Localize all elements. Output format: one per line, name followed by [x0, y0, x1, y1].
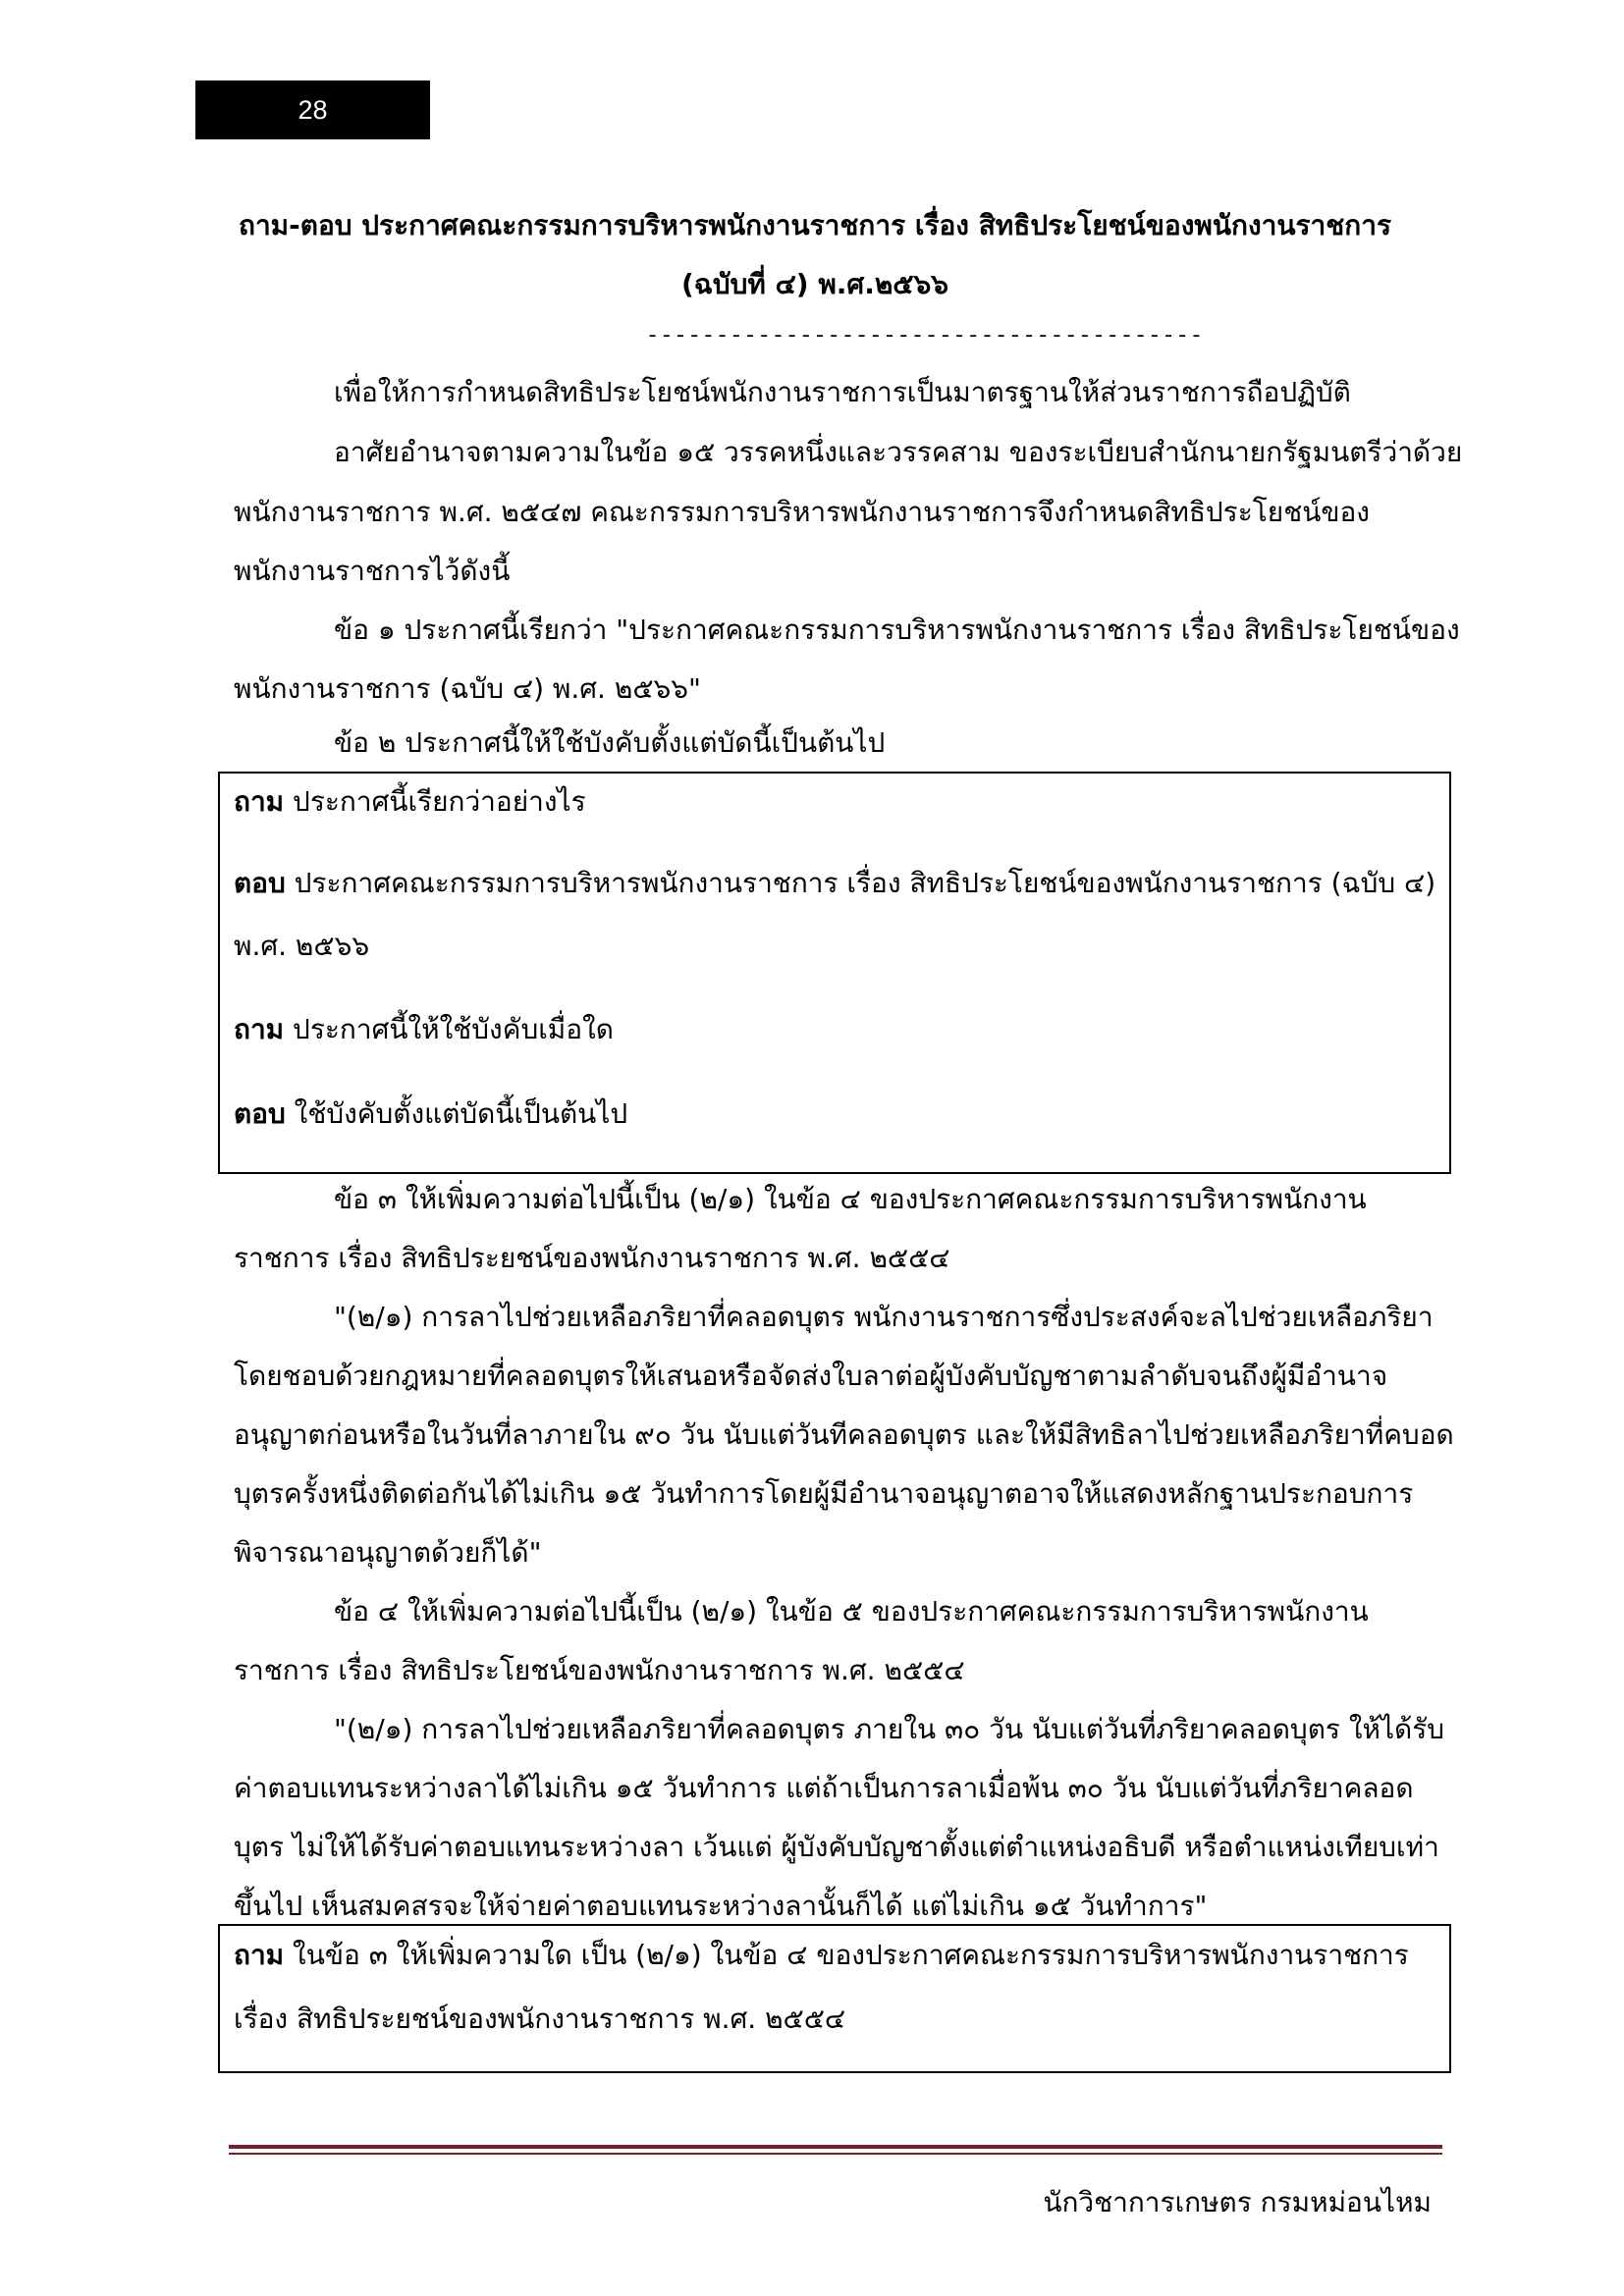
answer-text: ประกาศคณะกรรมการบริหารพนักงานราชการ เรื่อง สิทธิประโยชน์ของพนักงานราชการ (ฉบับ ๔) — [285, 867, 1436, 899]
question-text: ในข้อ ๓ ให้เพิ่มความใด เป็น (๒/๑) ในข้อ ๔ ของประกาศคณะกรรมการบริหารพนักงานราชการ — [284, 1939, 1409, 1971]
question-text-cont: เรื่อง สิทธิประยชน์ของพนักงานราชการ พ.ศ. ๒๕๕๔ — [234, 2002, 846, 2035]
clause-3-line: ราชการ เรื่อง สิทธิประยชน์ของพนักงานราชการ พ.ศ. ๒๕๕๔ — [234, 1242, 950, 1274]
footer-rule — [229, 2145, 1442, 2149]
qa-question — [234, 1939, 1409, 1972]
qa-answer — [234, 867, 1435, 900]
question-label: ถาม — [234, 1013, 285, 1045]
clause-4-line: ราชการ เรื่อง สิทธิประโยชน์ของพนักงานราชการ พ.ศ. ๒๕๕๔ — [234, 1654, 965, 1686]
title-divider: ---------------------------------------- — [646, 324, 1205, 348]
answer-label: ตอบ — [234, 1097, 286, 1130]
clause-4-line: ขึ้นไป เห็นสมคสรจะให้จ่ายค่าตอบแทนระหว่างลานั้นก็ได้ แต่ไม่เกิน ๑๕ วันทำการ" — [234, 1890, 1208, 1922]
qa-question — [234, 785, 586, 819]
question-label: ถาม — [234, 785, 285, 818]
clause-4-line: บุตร ไม่ให้ได้รับค่าตอบแทนระหว่างลา เว้นแต่ ผู้บังคับบัญชาตั้งแต่ตำแหน่งอธิบดี หรือตำแหน่งเทียบเท่า — [234, 1831, 1439, 1863]
clause-3-line: บุตรครั้งหนึ่งติดต่อกันได้ไม่เกิน ๑๕ วันทำการโดยผู้มีอำนาจอนุญาตอาจให้แสดงหลักฐานประกอบการ — [234, 1477, 1414, 1510]
clause-3-line: อนุญาตก่อนหรือในวันที่ลาภายใน ๙๐ วัน นับแต่วันทีคลอดบุตร และให้มีสิทธิลาไปช่วยเหลือภริยาที่คบอด — [234, 1418, 1454, 1451]
document-title-line-2: (ฉบับที่ ๔) พ.ศ.๒๕๖๖ — [680, 268, 949, 300]
clause-1-line: ข้อ ๑ ประกาศนี้เรียกว่า "ประกาศคณะกรรมการบริหารพนักงานราชการ เรื่อง สิทธิประโยชน์ของ — [334, 614, 1460, 646]
intro-line: เพื่อให้การกำหนดสิทธิประโยชน์พนักงานราชการเป็นมาตรฐานให้ส่วนราชการถือปฏิบัติ — [334, 376, 1351, 408]
clause-3-line: โดยชอบด้วยกฎหมายที่คลอดบุตรให้เสนอหรือจัดส่งใบลาต่อผู้บังคับบัญชาตามลำดับจนถึงผู้มีอำนาจ — [234, 1360, 1388, 1392]
clause-4-line: ข้อ ๔ ให้เพิ่มความต่อไปนี้เป็น (๒/๑) ในข้อ ๕ ของประกาศคณะกรรมการบริหารพนักงาน — [334, 1595, 1369, 1628]
clause-3-line: ข้อ ๓ ให้เพิ่มความต่อไปนี้เป็น (๒/๑) ในข้อ ๔ ของประกาศคณะกรรมการบริหารพนักงาน — [334, 1183, 1367, 1215]
clause-1-line: พนักงานราชการ (ฉบับ ๔) พ.ศ. ๒๕๖๖" — [234, 672, 701, 705]
answer-label: ตอบ — [234, 867, 286, 899]
qa-answer — [234, 1097, 627, 1131]
clause-3-line: "(๒/๑) การลาไปช่วยเหลือภริยาที่คลอดบุตร พนักงานราชการซึ่งประสงค์จะลไปช่วยเหลือภริยา — [334, 1301, 1434, 1333]
clause-4-line: ค่าตอบแทนระหว่างลาได้ไม่เกิน ๑๕ วันทำการ แต่ถ้าเป็นการลาเมื่อพ้น ๓๐ วัน นับแต่วันที่ภริยาคลอด — [234, 1772, 1414, 1804]
clause-2-line: ข้อ ๒ ประกาศนี้ให้ใช้บังคับตั้งแต่บัดนี้เป็นต้นไป — [334, 726, 886, 759]
clause-4-line: "(๒/๑) การลาไปช่วยเหลือภริยาที่คลอดบุตร ภายใน ๓๐ วัน นับแต่วันที่ภริยาคลอดบุตร ให้ได้รับ — [334, 1713, 1445, 1745]
answer-text-cont: พ.ศ. ๒๕๖๖ — [234, 930, 370, 962]
intro-line: พนักงานราชการ พ.ศ. ๒๕๔๗ คณะกรรมการบริหารพนักงานราชการจึงกำหนดสิทธิประโยชน์ของ — [234, 496, 1370, 528]
intro-line: พนักงานราชการไว้ดังนี้ — [234, 555, 511, 587]
footer-text: นักวิชาการเกษตร กรมหม่อนไหม — [1043, 2186, 1432, 2218]
question-text: ประกาศนี้เรียกว่าอย่างไร — [284, 785, 586, 818]
clause-3-line: พิจารณาอนุญาตด้วยก็ได้" — [234, 1536, 542, 1569]
answer-text: ใช้บังคับตั้งแต่บัดนี้เป็นต้นไป — [285, 1097, 628, 1130]
document-title-line-1: ถาม-ตอบ ประกาศคณะกรรมการบริหารพนักงานราชการ เรื่อง สิทธิประโยชน์ของพนักงานราชการ — [239, 209, 1391, 241]
footer-rule — [229, 2153, 1442, 2155]
question-label: ถาม — [234, 1939, 285, 1971]
question-text: ประกาศนี้ให้ใช้บังคับเมื่อใด — [284, 1013, 614, 1045]
intro-line: อาศัยอำนาจตามความในข้อ ๑๕ วรรคหนึ่งและวรรคสาม ของระเบียบสำนักนายกรัฐมนตรีว่าด้วย — [334, 436, 1463, 468]
page-number: 28 — [195, 80, 430, 139]
qa-question — [234, 1013, 614, 1046]
